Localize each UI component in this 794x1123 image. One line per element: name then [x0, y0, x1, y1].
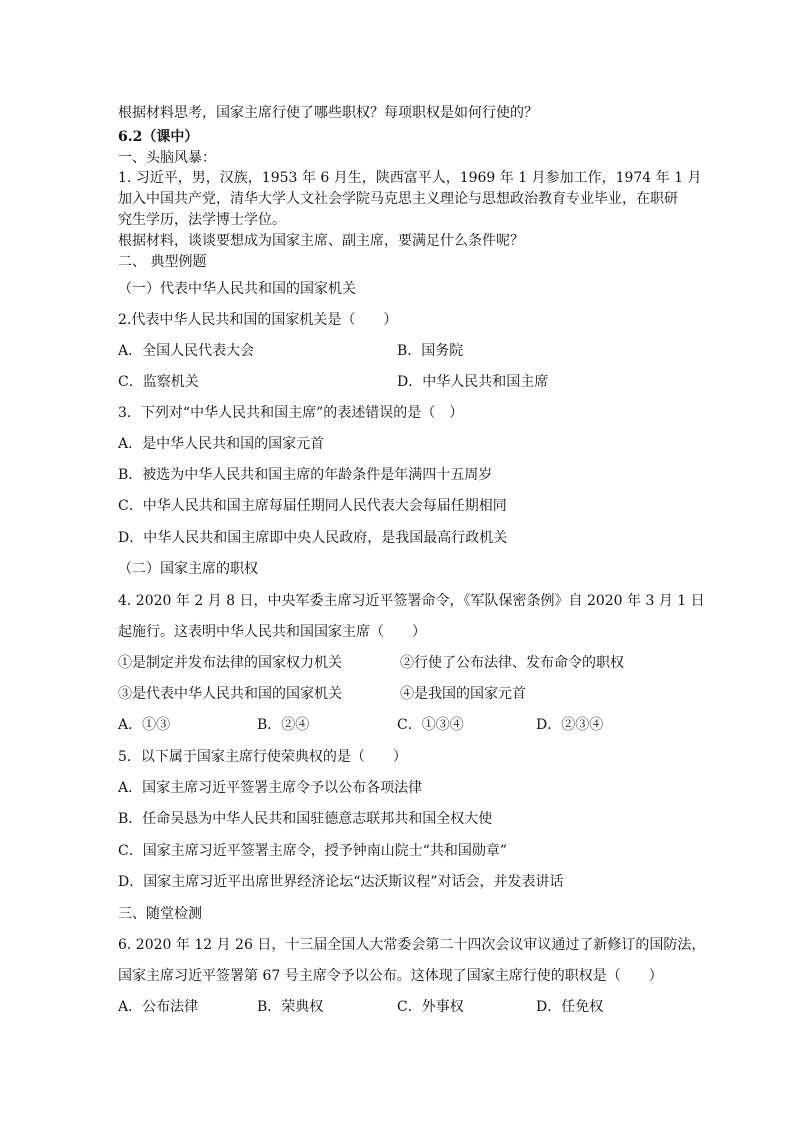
q5-option-c: C．国家主席习近平签署主席令，授予钟南山院士“共和国勋章”: [118, 843, 508, 859]
q3-option-c: C．中华人民共和国主席每届任期同人民代表大会每届任期相同: [118, 498, 507, 514]
q5-stem: 5．以下属于国家主席行使荣典权的是（ ）: [118, 749, 407, 765]
q4-statement-1: ①是制定并发布法律的国家权力机关: [118, 655, 342, 671]
q5-option-a: A．国家主席习近平签署主席令予以公布各项法律: [118, 780, 423, 796]
q4-stem-line-1: 4. 2020 年 2 月 8 日，中央军委主席习近平签署命令，《军队保密条例》自 2020 年 3 月 1 日: [118, 593, 705, 609]
q6-stem-line-2: 国家主席习近平签署第 67 号主席令予以公布。这体现了国家主席行使的职权是（ ）: [118, 968, 663, 984]
material-line-1: 1. 习近平，男，汉族，1953 年 6 月生，陕西富平人，1969 年 1 月参加工作，1974 年 1 月: [118, 170, 702, 186]
section-title: 6.2（课中）: [118, 129, 199, 145]
q4-option-a: A．①③: [118, 717, 171, 733]
q2-option-d: D．中华人民共和国主席: [397, 374, 549, 390]
material-line-3: 究生学历，法学博士学位。: [118, 212, 286, 228]
q2-stem: 2.代表中华人民共和国的国家机关是（ ）: [118, 312, 398, 328]
intro-question: 根据材料思考，国家主席行使了哪些职权？每项职权是如何行使的？: [118, 105, 538, 121]
q3-stem: 3．下列对“中华人民共和国主席”的表述错误的是（ ）: [118, 405, 464, 421]
q4-option-c: C．①③④: [397, 717, 464, 733]
q3-option-b: B．被选为中华人民共和国主席的年龄条件是年满四十五周岁: [118, 467, 493, 483]
brainstorm-heading: 一、头脑风暴：: [118, 150, 216, 166]
q2-option-b: B．国务院: [397, 343, 464, 359]
q4-statement-3: ③是代表中华人民共和国的国家机关: [118, 686, 342, 702]
q3-option-a: A．是中华人民共和国的国家元首: [118, 436, 325, 452]
q3-option-d: D．中华人民共和国主席即中央人民政府，是我国最高行政机关: [118, 530, 508, 546]
part2-title: （二）国家主席的职权: [118, 561, 258, 577]
q6-option-a: A．公布法律: [118, 999, 199, 1015]
q6-option-b: B．荣典权: [257, 999, 324, 1015]
q6-stem-line-1: 6. 2020 年 12 月 26 日，十三届全国人大常委会第二十四次会议审议通过了新修订的国防法，: [118, 937, 706, 953]
q4-statement-2: ②行使了公布法律、发布命令的职权: [400, 655, 624, 671]
q4-stem-line-2: 起施行。这表明中华人民共和国国家主席（ ）: [118, 624, 426, 640]
material-line-2: 加入中国共产党，清华大学人文社会学院马克思主义理论与思想政治教育专业毕业，在职研: [118, 191, 678, 207]
q2-option-a: A．全国人民代表大会: [118, 343, 255, 359]
examples-heading: 二、 典型例题: [118, 254, 207, 270]
part1-title: （一）代表中华人民共和国的国家机关: [118, 281, 356, 297]
q5-option-d: D．国家主席习近平出席世界经济论坛“达沃斯议程”对话会，并发表讲话: [118, 874, 564, 890]
check-heading: 三、随堂检测: [118, 906, 202, 922]
brainstorm-question: 根据材料，谈谈要想成为国家主席、副主席，要满足什么条件呢？: [118, 233, 524, 249]
q4-option-b: B．②④: [257, 717, 310, 733]
q6-option-c: C．外事权: [397, 999, 464, 1015]
q2-option-c: C．监察机关: [118, 374, 199, 390]
q4-statement-4: ④是我国的国家元首: [400, 686, 526, 702]
q4-option-d: D．②③④: [536, 717, 604, 733]
q6-option-d: D．任免权: [536, 999, 604, 1015]
q5-option-b: B．任命吴恳为中华人民共和国驻德意志联邦共和国全权大使: [118, 811, 493, 827]
